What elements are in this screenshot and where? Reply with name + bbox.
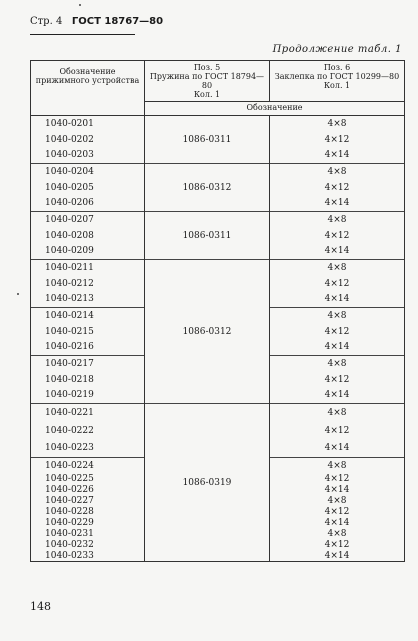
scan-speck bbox=[17, 293, 19, 295]
rivet-size-cell: 4×12 bbox=[270, 276, 405, 292]
rivet-size-cell: 4×8 bbox=[270, 116, 405, 132]
spring-code-cell: 1086-0311 bbox=[145, 212, 270, 260]
rivet-size-cell: 4×12 bbox=[270, 474, 405, 485]
device-code-cell: 1040-0223 bbox=[31, 440, 145, 458]
device-code-cell: 1040-0232 bbox=[31, 540, 145, 551]
device-code-cell: 1040-0207 bbox=[31, 212, 145, 228]
device-code-cell: 1040-0228 bbox=[31, 507, 145, 518]
rivet-size-cell: 4×8 bbox=[270, 260, 405, 276]
table-continuation: Продолжение табл. 1 bbox=[272, 44, 402, 55]
device-code-cell: 1040-0211 bbox=[31, 260, 145, 276]
rivet-size-cell: 4×14 bbox=[270, 485, 405, 496]
device-code-cell: 1040-0216 bbox=[31, 340, 145, 356]
spec-table bbox=[30, 60, 405, 562]
rivet-size-cell: 4×14 bbox=[270, 388, 405, 404]
rivet-size-cell: 4×12 bbox=[270, 132, 405, 148]
rivet-size-cell: 4×14 bbox=[270, 196, 405, 212]
table-row bbox=[31, 260, 405, 276]
device-code-cell: 1040-0218 bbox=[31, 372, 145, 388]
rivet-size-cell: 4×14 bbox=[270, 440, 405, 458]
table-row bbox=[31, 164, 405, 180]
device-code-cell: 1040-0215 bbox=[31, 324, 145, 340]
rivet-size-cell: 4×8 bbox=[270, 458, 405, 474]
page-header bbox=[30, 16, 163, 27]
page-number: 148 bbox=[30, 600, 51, 613]
device-code-cell: 1040-0233 bbox=[31, 551, 145, 562]
header-rule bbox=[30, 34, 135, 35]
device-code-cell: 1040-0226 bbox=[31, 485, 145, 496]
device-code-cell: 1040-0221 bbox=[31, 404, 145, 422]
rivet-size-cell: 4×12 bbox=[270, 507, 405, 518]
rivet-size-cell: 4×8 bbox=[270, 356, 405, 372]
device-code-cell: 1040-0206 bbox=[31, 196, 145, 212]
device-code-cell: 1040-0222 bbox=[31, 422, 145, 440]
device-code-cell: 1040-0212 bbox=[31, 276, 145, 292]
spring-code-cell: 1086-0312 bbox=[145, 164, 270, 212]
rivet-size-cell: 4×8 bbox=[270, 212, 405, 228]
spring-code-cell: 1086-0312 bbox=[145, 260, 270, 404]
rivet-size-cell: 4×12 bbox=[270, 422, 405, 440]
spring-code-cell: 1086-0319 bbox=[145, 404, 270, 562]
col-spring-header: Поз. 5 Пружина по ГОСТ 18794—80 Кол. 1 bbox=[145, 61, 270, 102]
rivet-size-cell: 4×8 bbox=[270, 529, 405, 540]
rivet-size-cell: 4×14 bbox=[270, 551, 405, 562]
device-code-cell: 1040-0202 bbox=[31, 132, 145, 148]
gost-number: ГОСТ 18767—80 bbox=[71, 16, 164, 27]
col-device-header: Обозначение прижимного устройства bbox=[31, 61, 145, 116]
device-code-cell: 1040-0209 bbox=[31, 244, 145, 260]
table-row bbox=[31, 116, 405, 132]
rivet-size-cell: 4×14 bbox=[270, 340, 405, 356]
page-label: Стр. 4 bbox=[30, 16, 63, 27]
rivet-size-cell: 4×14 bbox=[270, 244, 405, 260]
rivet-size-cell: 4×8 bbox=[270, 308, 405, 324]
device-code-cell: 1040-0219 bbox=[31, 388, 145, 404]
rivet-size-cell: 4×8 bbox=[270, 496, 405, 507]
device-code-cell: 1040-0231 bbox=[31, 529, 145, 540]
rivet-size-cell: 4×14 bbox=[270, 518, 405, 529]
rivet-size-cell: 4×14 bbox=[270, 292, 405, 308]
rivet-size-cell: 4×12 bbox=[270, 324, 405, 340]
table-row bbox=[31, 212, 405, 228]
device-code-cell: 1040-0208 bbox=[31, 228, 145, 244]
scan-speck bbox=[79, 4, 81, 6]
table-row bbox=[31, 404, 405, 422]
device-code-cell: 1040-0229 bbox=[31, 518, 145, 529]
rivet-size-cell: 4×12 bbox=[270, 372, 405, 388]
rivet-size-cell: 4×12 bbox=[270, 540, 405, 551]
rivet-size-cell: 4×8 bbox=[270, 164, 405, 180]
device-code-cell: 1040-0201 bbox=[31, 116, 145, 132]
device-code-cell: 1040-0205 bbox=[31, 180, 145, 196]
device-code-cell: 1040-0213 bbox=[31, 292, 145, 308]
device-code-cell: 1040-0214 bbox=[31, 308, 145, 324]
rivet-size-cell: 4×14 bbox=[270, 148, 405, 164]
device-code-cell: 1040-0224 bbox=[31, 458, 145, 474]
table-body bbox=[31, 116, 405, 562]
spring-code-cell: 1086-0311 bbox=[145, 116, 270, 164]
device-code-cell: 1040-0203 bbox=[31, 148, 145, 164]
device-code-cell: 1040-0204 bbox=[31, 164, 145, 180]
rivet-size-cell: 4×12 bbox=[270, 228, 405, 244]
device-code-cell: 1040-0225 bbox=[31, 474, 145, 485]
device-code-cell: 1040-0217 bbox=[31, 356, 145, 372]
rivet-size-cell: 4×8 bbox=[270, 404, 405, 422]
designation-subheader: Обозначение bbox=[145, 102, 405, 116]
device-code-cell: 1040-0227 bbox=[31, 496, 145, 507]
col-rivet-header: Поз. 6 Заклепка по ГОСТ 10299—80 Кол. 1 bbox=[270, 61, 405, 102]
rivet-size-cell: 4×12 bbox=[270, 180, 405, 196]
